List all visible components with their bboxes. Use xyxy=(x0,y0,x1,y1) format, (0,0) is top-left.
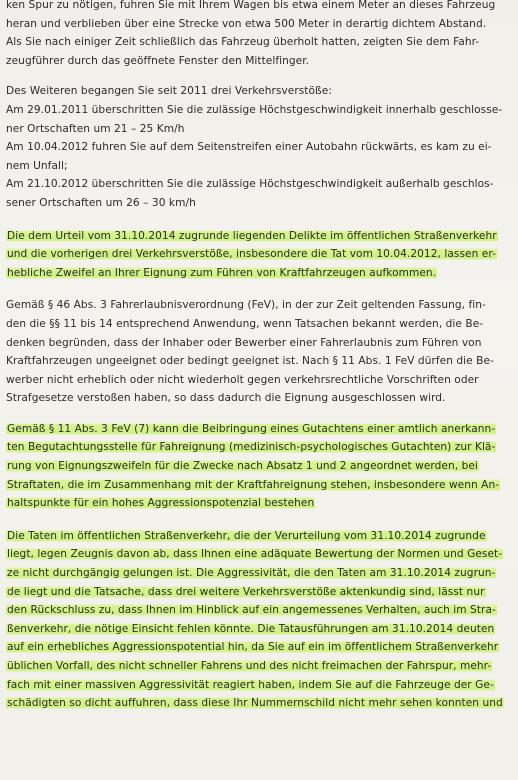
highlighted-text: Die Taten im öffentlichen Straßenverkehr, die der Verurteilung vom 31.10.2014 zugrunde xyxy=(7,529,486,542)
text-line: Am 21.10.2012 überschritten Sie die zulässige Höchstgeschwindigkeit außerhalb geschlos- xyxy=(6,178,494,191)
text-line xyxy=(6,564,512,583)
highlighted-text: ze nicht durchgängig gelungen ist. Die Aggressivität, die den Taten am 31.10.2014 zugrun- xyxy=(7,567,496,580)
text-line: Am 29.01.2011 überschritten Sie die zulässige Höchstgeschwindigkeit innerhalb geschlosse- xyxy=(6,103,503,116)
highlighted-text: liegt, legen Zeugnis davon ab, dass Ihnen eine adäquate Bewertung der Normen und Geset- xyxy=(7,548,503,561)
text-line: Strafgesetze verstoßen haben, so dass dadurch die Eignung ausgeschlossen wird. xyxy=(6,392,446,405)
text-line: Am 10.04.2012 fuhren Sie auf dem Seitenstreifen einer Autobahn rückwärts, es kam zu ei- xyxy=(6,141,492,154)
text-line xyxy=(6,657,512,676)
text-line xyxy=(6,638,512,657)
highlighted-text: Gemäß § 11 Abs. 3 FeV (7) kann die Beibringung eines Gutachtens einer amtlich anerkann- xyxy=(7,422,496,435)
highlighted-text: hebliche Zweifel an Ihrer Eignung zum Führen von Kraftfahrzeugen aufkommen. xyxy=(7,266,437,279)
text-line: heran und verblieben über eine Strecke von etwa 500 Meter in derartig dichtem Abstand. xyxy=(6,17,487,30)
highlighted-text: ten Begutachtungsstelle für Fahreignung (medizinisch-psychologisches Gutachten) zur Klä- xyxy=(7,441,496,454)
text-line: nem Unfall; xyxy=(6,159,68,172)
text-line xyxy=(6,527,512,546)
text-line xyxy=(6,694,512,713)
text-line xyxy=(6,676,512,695)
text-line: Kraftfahrzeugen ungeeignet oder bedingt geeignet ist. Nach § 11 Abs. 1 FeV dürfen die Be- xyxy=(6,355,494,368)
text-line xyxy=(6,583,512,602)
text-line xyxy=(6,457,512,476)
highlighted-text: fach mit einer massiven Aggressivität reagiert haben, indem Sie auf die Fahrzeuge der Ge- xyxy=(7,678,494,691)
text-line xyxy=(6,264,512,283)
text-line xyxy=(6,245,512,264)
letter-body xyxy=(6,0,512,713)
text-line: werber nicht erheblich oder nicht wiederholt gegen verkehrsrechtliche Vorschriften oder xyxy=(6,373,479,386)
text-line xyxy=(6,620,512,639)
text-line xyxy=(6,545,512,564)
text-line xyxy=(6,420,512,439)
text-line: Des Weiteren begangen Sie seit 2011 drei Verkehrsverstöße: xyxy=(6,85,332,98)
text-line xyxy=(6,494,512,513)
text-line xyxy=(6,601,512,620)
highlighted-text: rung von Eignungszweifeln für die Zwecke nach Absatz 1 und 2 angeordnet werden, bei xyxy=(7,460,478,473)
text-line xyxy=(6,227,512,246)
text-line: den die §§ 11 bis 14 entsprechend Anwendung, wenn Tatsachen bekannt werden, die Be- xyxy=(6,317,484,330)
text-line: Als Sie nach einiger Zeit schließlich das Fahrzeug überholt hatten, zeigten Sie dem Fahr- xyxy=(6,36,480,49)
highlighted-text: üblichen Vorfall, des nicht schneller Fahrens und des nicht freimachen der Fahrspur, mehr- xyxy=(7,660,492,672)
text-line: denken begründen, dass der Inhaber oder Bewerber einer Fahrerlaubnis zum Führen von xyxy=(6,336,482,349)
highlighted-text: den Rückschluss zu, dass Ihnen im Hinblick auf ein angemessenes Verhalten, auch im Stra- xyxy=(7,604,496,617)
text-line: ner Ortschaften um 21 – 25 Km/h xyxy=(6,122,185,135)
text-line: ken Spur zu nötigen, fuhren Sie mit Ihrem Wagen bis etwa einem Meter an dieses Fahrzeug xyxy=(6,0,496,11)
text-line: zeugführer durch das geöffnete Fenster den Mittelfinger. xyxy=(6,54,310,67)
highlighted-text: und die vorherigen drei Verkehrsverstöße, insbesondere die Tat vom 10.04.2012, lassen er- xyxy=(7,248,496,261)
highlighted-text: ßenverkehr, die nötige Einsicht fehlen könnte. Die Tatausführungen am 31.10.2014 deuten xyxy=(7,622,495,635)
text-line: sener Ortschaften um 26 – 30 km/h xyxy=(6,196,196,209)
text-line xyxy=(6,438,512,457)
highlighted-text: Die dem Urteil vom 31.10.2014 zugrunde liegenden Delikte im öffentlichen Straßenverkehr xyxy=(7,229,497,242)
highlighted-text: Straftaten, die im Zusammenhang mit der Kraftfahreignung stehen, insbesondere wenn An- xyxy=(7,478,500,491)
text-line xyxy=(6,476,512,495)
highlighted-text: auf ein erhebliches Aggressionspotential hin, da Sie auf ein im öffentlichem Straßenverkehr xyxy=(7,641,499,654)
text-line: Gemäß § 46 Abs. 3 Fahrerlaubnisverordnung (FeV), in der zur Zeit geltenden Fassung, fin- xyxy=(6,299,486,312)
highlighted-text: schädigten so dicht auffuhren, dass diese Ihr Nummernschild nicht mehr sehen konnten und xyxy=(7,697,503,710)
highlighted-text: de liegt und die Tatsache, dass drei weitere Verkehrsverstöße aktenkundig sind, lässt nur xyxy=(7,585,485,598)
highlighted-text: haltspunkte für ein hohes Aggressionspotenzial bestehen xyxy=(7,497,315,510)
